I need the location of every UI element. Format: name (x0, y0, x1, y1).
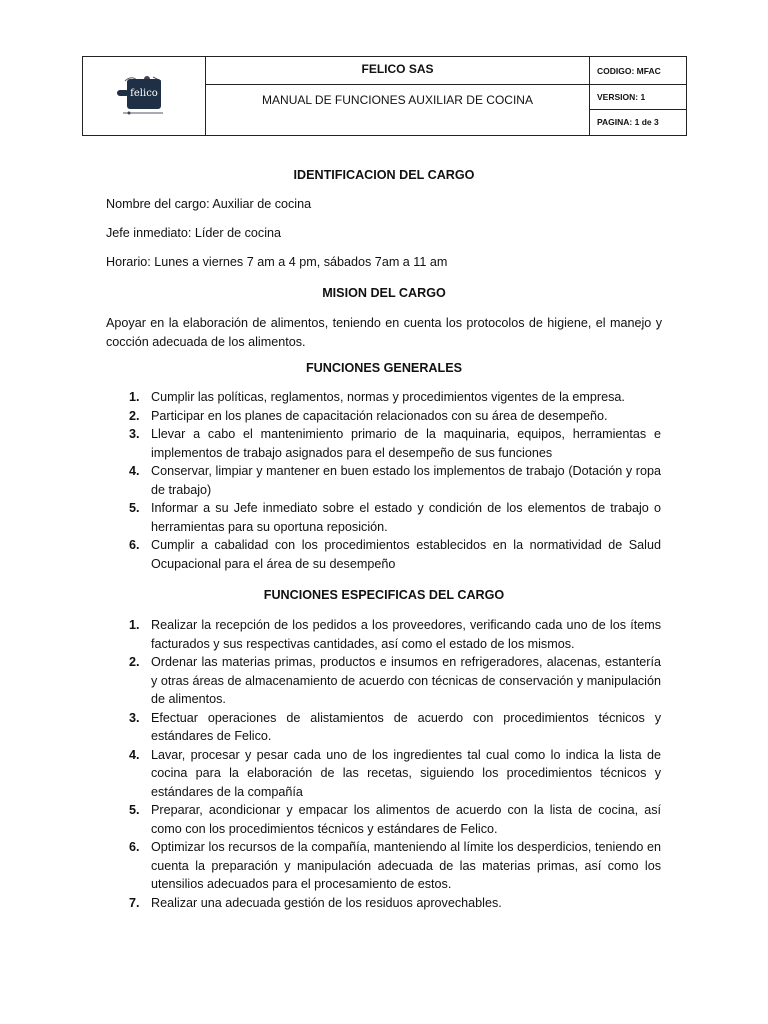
list-item: 4. Conservar, limpiar y mantener en buen estado los implementos de trabajo (Dotación y ropa de trabajo) (129, 464, 661, 497)
list-item: 6. Cumplir a cabalidad con los procedimientos establecidos en la normatividad de Salud Ocupacional para el área de su desempeño (129, 538, 661, 571)
document-version: VERSION: 1 (590, 85, 686, 110)
list-item: 1. Cumplir las políticas, reglamentos, normas y procedimientos vigentes de la empresa. (129, 390, 625, 404)
list-item: 1. Realizar la recepción de los pedidos a los proveedores, verificando cada uno de los ítems facturados y sus respectivas cantidades, así como el estado de los mismos. (129, 618, 661, 651)
section-title-specific: FUNCIONES ESPECIFICAS DEL CARGO (263, 588, 505, 602)
logo-text: felico (130, 88, 158, 99)
immediate-boss: Jefe inmediato: Líder de cocina (106, 226, 282, 240)
felico-logo-icon (117, 75, 169, 115)
work-schedule: Horario: Lunes a viernes 7 am a 4 pm, sábados 7am a 11 am (106, 255, 448, 269)
mission-text: Apoyar en la elaboración de alimentos, teniendo en cuenta los protocolos de higiene, el manejo y cocción adecuada de los alimentos. (106, 316, 662, 349)
section-title-identification: IDENTIFICACION DEL CARGO (293, 168, 475, 182)
manual-title: MANUAL DE FUNCIONES AUXILIAR DE COCINA (206, 85, 590, 135)
logo-cell (83, 57, 206, 135)
list-item: 2. Ordenar las materias primas, productos e insumos en refrigeradores, alacenas, estantería y otras áreas de almacenamiento de acuerdo con técnicas de conservación y manipulación de alimentos. (129, 655, 661, 706)
list-item: 3. Llevar a cabo el mantenimiento primario de la maquinaria, equipos, herramientas e implementos de trabajo asignados para el desempeño de sus funciones (129, 427, 661, 460)
document-code: CODIGO: MFAC (590, 57, 686, 85)
position-name: Nombre del cargo: Auxiliar de cocina (106, 197, 312, 211)
list-item: 2. Participar en los planes de capacitación relacionados con su área de desempeño. (129, 408, 608, 423)
list-item: 6. Optimizar los recursos de la compañía, manteniendo al límite los desperdicios, teniendo en cuenta la preparación y manipulación adecuada de las materias primas, así como los utensilios adecuados para el procesamiento de estos. (129, 840, 661, 891)
company-name: FELICO SAS (206, 57, 590, 85)
section-title-general: FUNCIONES GENERALES (305, 361, 463, 375)
list-item: 5. Preparar, acondicionar y empacar los alimentos de acuerdo con la lista de cocina, así como con los procedimientos técnicos y estándares de Felico. (129, 803, 661, 836)
list-item: 7. Realizar una adecuada gestión de los residuos aprovechables. (129, 895, 502, 910)
specific-functions-list (105, 616, 661, 912)
list-item: 4. Lavar, procesar y pesar cada uno de los ingredientes tal cual como lo indica la lista de cocina para la elaboración de las recetas, siguiendo los procedimientos técnicos y estándares de la compañía (129, 747, 661, 799)
page-number: PAGINA: 1 de 3 (597, 117, 659, 127)
section-title-mission: MISION DEL CARGO (322, 286, 446, 300)
general-functions-list (105, 388, 661, 573)
list-item: 5. Informar a su Jefe inmediato sobre el estado y condición de los elementos de trabajo o herramientas para su oportuna reposición. (129, 501, 661, 534)
document-header-table (82, 56, 687, 136)
list-item: 3. Efectuar operaciones de alistamientos de acuerdo con procedimientos técnicos y estándares de Felico. (129, 710, 661, 743)
